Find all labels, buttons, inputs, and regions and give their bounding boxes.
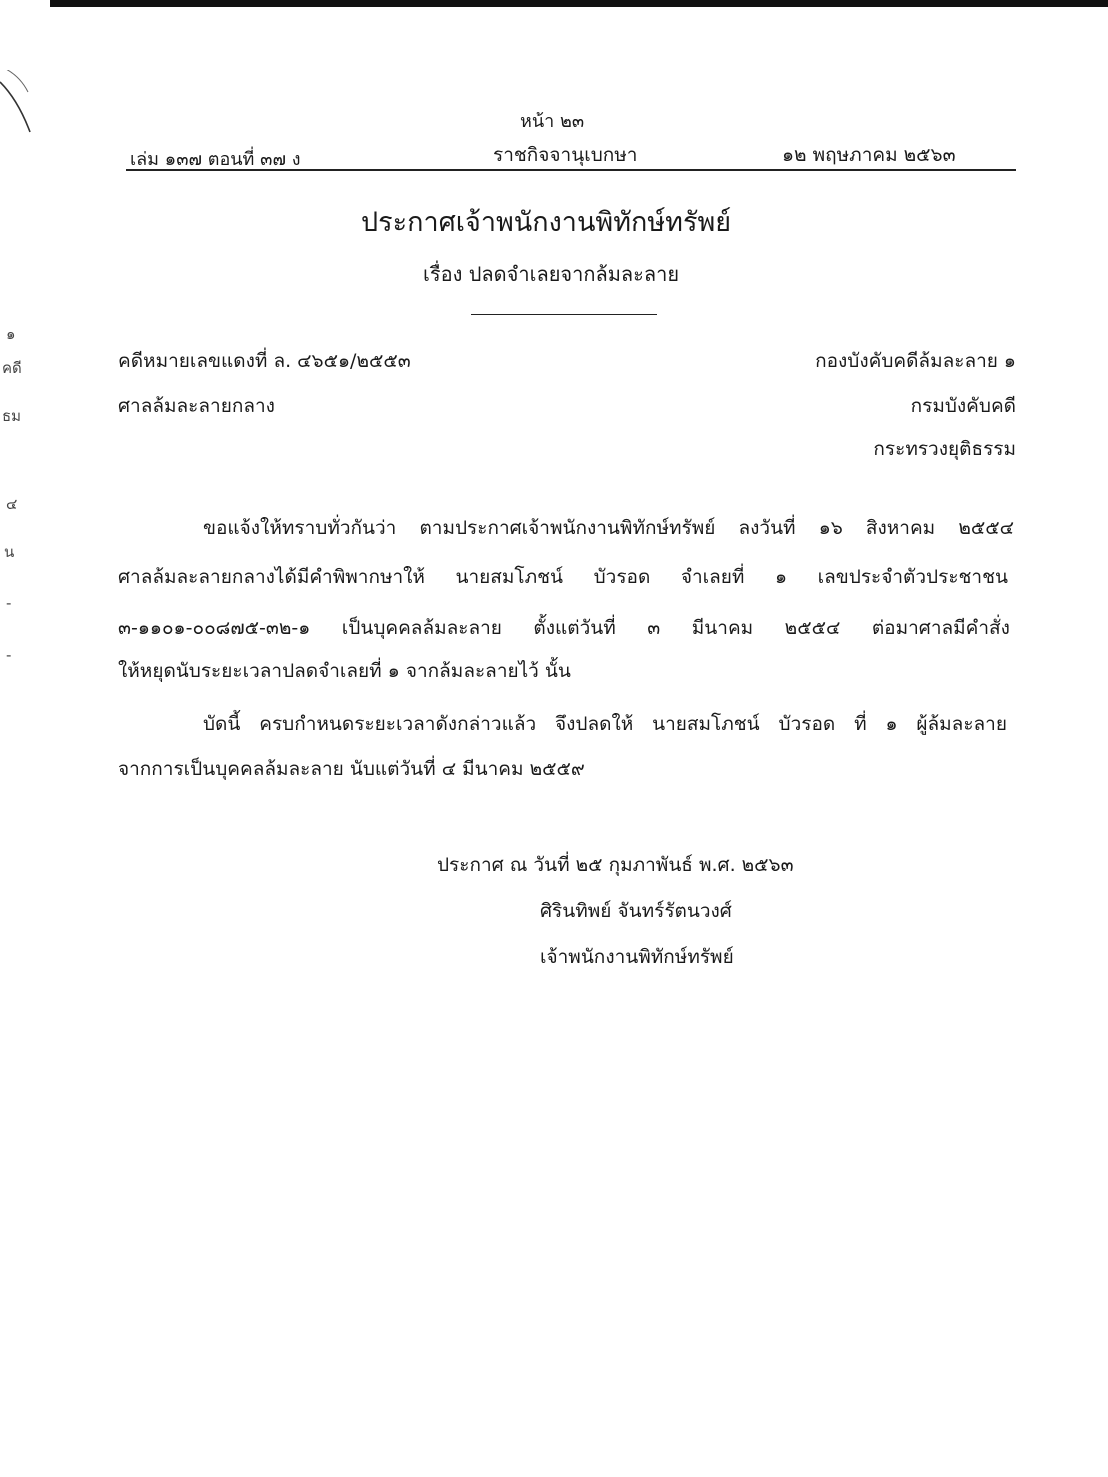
gazette-date: ๑๒ พฤษภาคม ๒๕๖๓	[782, 144, 956, 166]
body-line	[118, 613, 1010, 643]
margin-glyph: -	[6, 646, 12, 664]
word: ตั้งแต่วันที่	[533, 617, 616, 639]
body-line	[203, 513, 1014, 543]
office-line: กรมบังคับคดี	[910, 395, 1016, 417]
margin-glyph: คดี	[2, 359, 22, 377]
signatory-position: เจ้าพนักงานพิทักษ์ทรัพย์	[540, 946, 734, 968]
signature-date: ประกาศ ณ วันที่ ๒๕ กุมภาพันธ์ พ.ศ. ๒๕๖๓	[437, 854, 794, 876]
left-margin	[0, 0, 40, 1477]
announcement-title: ประกาศเจ้าพนักงานพิทักษ์ทรัพย์	[361, 207, 732, 238]
margin-glyph: ธม	[2, 407, 22, 425]
office-line: กระทรวงยุติธรรม	[873, 438, 1016, 460]
word: ๒๕๕๔	[784, 617, 841, 639]
word: ๒๕๕๔	[958, 517, 1014, 539]
margin-glyph: ๔	[6, 495, 18, 513]
word: ครบกำหนดระยะเวลาดังกล่าวแล้ว	[259, 713, 537, 735]
word: จำเลยที่	[680, 566, 745, 588]
word: ๑	[885, 713, 898, 735]
word: ๑	[775, 566, 788, 588]
body-line	[118, 562, 1008, 592]
gazette-name: ราชกิจจานุเบกษา	[493, 144, 638, 166]
word: บัวรอด	[593, 566, 651, 588]
word: จึงปลดให้	[555, 713, 634, 735]
header-rule	[126, 169, 1016, 171]
word: มีนาคม	[691, 617, 754, 639]
body-line	[203, 709, 1007, 739]
word: เป็นบุคคลล้มละลาย	[341, 617, 502, 639]
word: ศาลล้มละลายกลางได้มีคำพิพากษาให้	[118, 566, 425, 588]
word: ตามประกาศเจ้าพนักงานพิทักษ์ทรัพย์	[419, 517, 716, 539]
word: นายสมโภชน์	[652, 713, 760, 735]
body-line: ให้หยุดนับระยะเวลาปลดจำเลยที่ ๑ จากล้มละลายไว้ นั้น	[118, 660, 571, 682]
word: ที่	[854, 713, 867, 735]
word: ๑๖	[818, 517, 843, 539]
margin-glyph: ๑	[6, 325, 16, 343]
signatory-name: ศิรินทิพย์ จันทร์รัตนวงศ์	[540, 900, 732, 922]
volume-issue: เล่ม ๑๓๗ ตอนที่ ๓๗ ง	[130, 149, 301, 170]
word: ๓	[647, 617, 661, 639]
word: เลขประจำตัวประชาชน	[817, 566, 1008, 588]
word: นายสมโภชน์	[455, 566, 564, 588]
word: ผู้ล้มละลาย	[916, 713, 1007, 735]
page-number: หน้า ๒๓	[520, 111, 585, 132]
margin-scribble-icon	[0, 70, 40, 140]
announcement-subject: เรื่อง ปลดจำเลยจากล้มละลาย	[423, 262, 680, 286]
office-line: กองบังคับคดีล้มละลาย ๑	[815, 350, 1016, 372]
scan-top-edge	[50, 0, 1108, 7]
court-name: ศาลล้มละลายกลาง	[118, 395, 275, 417]
word: สิงหาคม	[865, 517, 936, 539]
word: ขอแจ้งให้ทราบทั่วกันว่า	[203, 517, 397, 539]
body-line: จากการเป็นบุคคลล้มละลาย นับแต่วันที่ ๔ มีนาคม ๒๕๕๙	[118, 758, 585, 780]
word: บัวรอด	[778, 713, 836, 735]
word: บัดนี้	[203, 713, 241, 735]
case-number: คดีหมายเลขแดงที่ ล. ๔๖๕๑/๒๕๕๓	[118, 350, 411, 372]
margin-glyph: น	[4, 543, 15, 561]
word: ๓-๑๑๐๑-๐๐๘๗๕-๓๒-๑	[118, 617, 311, 639]
word: ต่อมาศาลมีคำสั่ง	[871, 617, 1010, 639]
word: ลงวันที่	[738, 517, 796, 539]
margin-glyph: -	[6, 594, 12, 612]
title-rule	[471, 314, 657, 315]
